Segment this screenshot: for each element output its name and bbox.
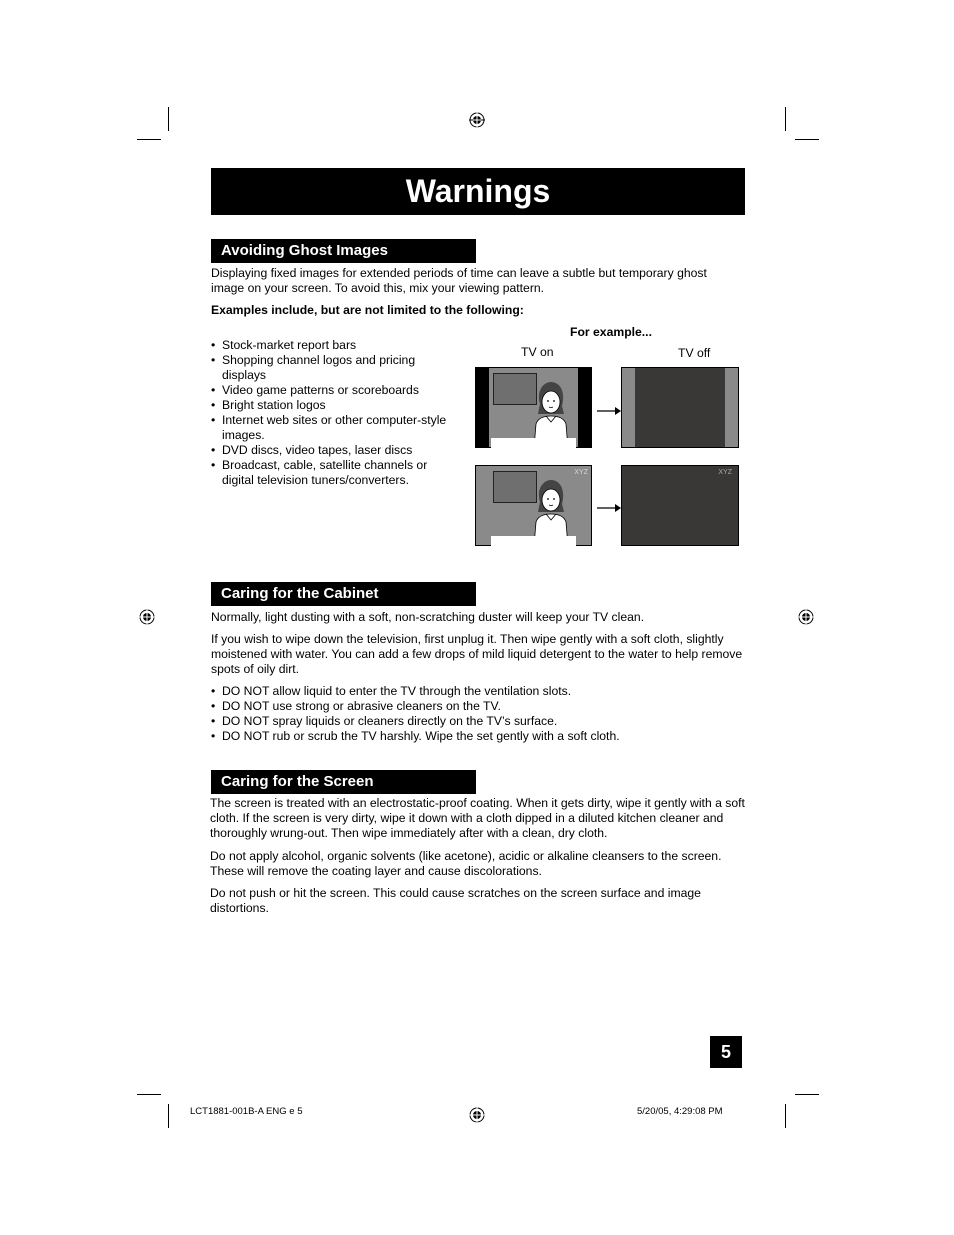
list-item: • DO NOT spray liquids or cleaners directly on the TV’s surface. — [211, 714, 751, 729]
section-heading-ghost-images: Avoiding Ghost Images — [211, 239, 476, 263]
list-item: • DO NOT allow liquid to enter the TV through the ventilation slots. — [211, 684, 751, 699]
crop-mark — [785, 107, 786, 131]
footer-timestamp: 5/20/05, 4:29:08 PM — [637, 1106, 723, 1117]
cabinet-paragraph-2: If you wish to wipe down the television, first unplug it. Then wipe gently with a soft cloth, slightly moistened with water. You can add a few drops of mild liquid detergent to the water to help remove spots of oily dirt. — [211, 632, 743, 676]
screen-paragraph-1: The screen is treated with an electrostatic-proof coating. When it gets dirty, wipe it gently with a soft cloth. If the screen is very dirty, wipe it down with a cloth dipped in a diluted kitchen cleaner and thoroughly wrung-out. Then wipe immediately after with a clean, dry cloth. — [210, 796, 745, 840]
page-title: Warnings — [211, 168, 745, 215]
tv-on-screen-logo — [475, 465, 592, 546]
examples-label: Examples include, but are not limited to the following: — [211, 303, 524, 317]
footer-document-code: LCT1881-001B-A ENG e 5 — [190, 1106, 303, 1117]
cabinet-warnings-list — [211, 684, 751, 744]
crop-mark — [137, 1094, 161, 1095]
page-number: 5 — [710, 1036, 742, 1068]
station-logo-text: XYZ — [574, 469, 588, 476]
ghost-logo-text: XYZ — [718, 469, 732, 476]
crop-mark — [168, 1104, 169, 1128]
registration-mark-icon — [798, 609, 814, 625]
list-item: • Bright station logos — [211, 398, 461, 413]
registration-mark-icon — [469, 1107, 485, 1123]
arrow-right-icon — [597, 503, 621, 513]
list-item: • Broadcast, cable, satellite channels or digital television tuners/converters. — [211, 458, 461, 488]
list-item: • Video game patterns or scoreboards — [211, 383, 461, 398]
arrow-right-icon — [597, 406, 621, 416]
tv-off-screen-bars — [621, 367, 739, 448]
cabinet-paragraph-1: Normally, light dusting with a soft, non-scratching duster will keep your TV clean. — [211, 610, 645, 624]
news-desk — [491, 536, 576, 546]
ghost-intro-text: Displaying fixed images for extended periods of time can leave a subtle but temporary ghost image on your screen. To avoid this, mix your viewing pattern. — [211, 266, 707, 295]
crop-mark — [795, 1094, 819, 1095]
list-item: • DVD discs, video tapes, laser discs — [211, 443, 461, 458]
crop-mark — [785, 1104, 786, 1128]
list-item: • DO NOT rub or scrub the TV harshly. Wipe the set gently with a soft cloth. — [211, 729, 751, 744]
registration-mark-icon — [139, 609, 155, 625]
tv-off-screen-logo — [621, 465, 739, 546]
section-heading-screen: Caring for the Screen — [211, 770, 476, 794]
crop-mark — [168, 107, 169, 131]
news-desk — [491, 438, 576, 448]
list-item: • Shopping channel logos and pricing displays — [211, 353, 461, 383]
registration-mark-icon — [469, 112, 485, 128]
section-heading-cabinet: Caring for the Cabinet — [211, 582, 476, 606]
tv-on-screen-bars — [475, 367, 592, 448]
illustration-caption: For example... — [570, 325, 652, 339]
tv-off-label: TV off — [678, 346, 711, 360]
list-item: • DO NOT use strong or abrasive cleaners on the TV. — [211, 699, 751, 714]
list-item: • Internet web sites or other computer-style images. — [211, 413, 461, 443]
crop-mark — [137, 139, 161, 140]
screen-paragraph-2: Do not apply alcohol, organic solvents (like acetone), acidic or alkaline cleansers to the screen. These will remove the coating layer and cause discolorations. — [210, 849, 722, 878]
crop-mark — [795, 139, 819, 140]
list-item: • Stock-market report bars — [211, 338, 461, 353]
screen-paragraph-3: Do not push or hit the screen. This could cause scratches on the screen surface and image distortions. — [210, 886, 701, 915]
tv-on-label: TV on — [521, 345, 554, 359]
ghost-examples-list — [211, 338, 461, 488]
